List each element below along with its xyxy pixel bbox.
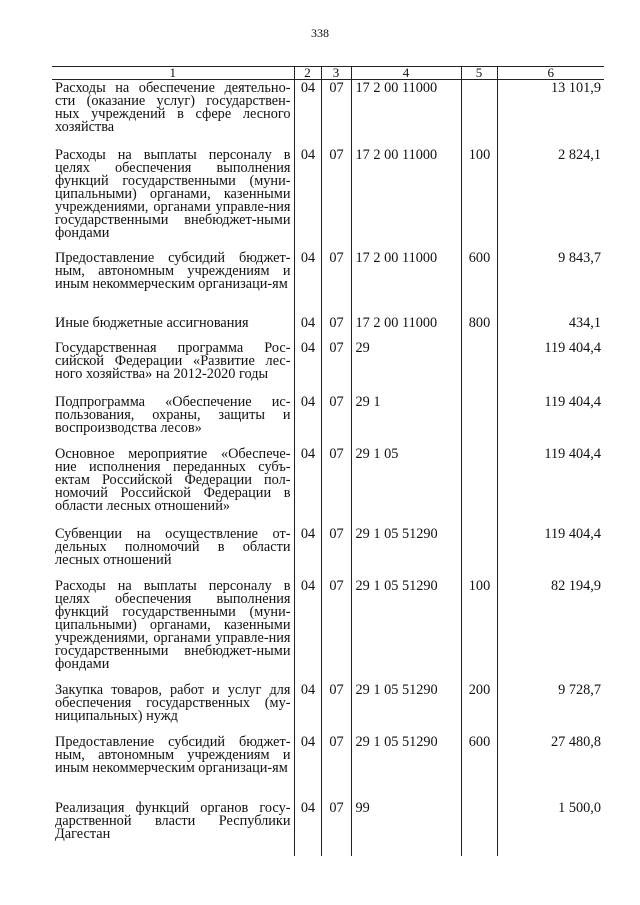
row-subsection: 07	[321, 250, 351, 315]
row-section: 04	[294, 800, 321, 856]
table-row	[52, 682, 604, 734]
table-row	[52, 734, 604, 800]
row-amount: 1 500,0	[497, 800, 604, 856]
row-subsection: 07	[321, 446, 351, 526]
row-code: 29 1 05 51290	[351, 734, 461, 800]
row-name: Иные бюджетные ассигнования	[55, 314, 249, 331]
row-subsection: 07	[321, 682, 351, 734]
row-type	[461, 800, 497, 856]
table-row	[52, 526, 604, 578]
row-type	[461, 340, 497, 394]
row-amount: 82 194,9	[497, 578, 604, 682]
row-name: Расходы на выплаты персоналу в целях обеспечения выполнения функций государственными (муни-ципальными) органами, казенными учреждениями, органами управле-ния государственными внебюджет-ными фондами	[55, 146, 291, 241]
table-row	[52, 446, 604, 526]
row-type: 100	[461, 578, 497, 682]
row-subsection: 07	[321, 526, 351, 578]
row-name: Расходы на выплаты персоналу в целях обеспечения выполнения функций государственными (муни-ципальными) органами, казенными учреждениями, органами управле-ния государственными внебюджет-ными фондами	[55, 577, 291, 672]
row-section: 04	[294, 80, 321, 147]
header-row	[52, 67, 604, 80]
row-amount: 27 480,8	[497, 734, 604, 800]
row-code: 17 2 00 11000	[351, 250, 461, 315]
row-subsection: 07	[321, 578, 351, 682]
row-subsection: 07	[321, 394, 351, 446]
row-code: 29	[351, 340, 461, 394]
row-name: Реализация функций органов госу-дарственной власти Республики Дагестан	[55, 799, 291, 842]
table-row	[52, 800, 604, 856]
row-name: Государственная программа Рос-сийской Федерации «Развитие лес-ного хозяйства» на 2012-2020 годы	[55, 339, 291, 382]
row-type	[461, 80, 497, 147]
row-amount: 9 728,7	[497, 682, 604, 734]
row-amount: 2 824,1	[497, 147, 604, 250]
row-section: 04	[294, 340, 321, 394]
row-name: Субвенции на осуществление от-дельных полномочий в области лесных отношений	[55, 525, 291, 568]
row-section: 04	[294, 734, 321, 800]
row-amount: 13 101,9	[497, 80, 604, 147]
row-name: Предоставление субсидий бюджет-ным, автономным учреждениям и иным некоммерческим организаци-ям	[55, 733, 291, 776]
row-section: 04	[294, 250, 321, 315]
row-name: Подпрограмма «Обеспечение ис-пользования, охраны, защиты и воспроизводства лесов»	[55, 393, 291, 436]
row-code: 99	[351, 800, 461, 856]
row-subsection: 07	[321, 80, 351, 147]
row-amount: 119 404,4	[497, 526, 604, 578]
row-code: 17 2 00 11000	[351, 147, 461, 250]
table-row	[52, 147, 604, 250]
row-type: 100	[461, 147, 497, 250]
row-code: 29 1 05 51290	[351, 526, 461, 578]
table-row	[52, 250, 604, 315]
row-subsection: 07	[321, 147, 351, 250]
row-code: 29 1 05 51290	[351, 682, 461, 734]
column-header: 3	[321, 67, 351, 80]
row-code: 29 1 05	[351, 446, 461, 526]
row-name: Закупка товаров, работ и услуг для обеспечения государственных (му-ниципальных) нужд	[55, 681, 291, 724]
row-section: 04	[294, 578, 321, 682]
page-number: 338	[311, 26, 329, 40]
row-code: 17 2 00 11000	[351, 315, 461, 340]
row-section: 04	[294, 526, 321, 578]
row-type: 200	[461, 682, 497, 734]
row-name: Предоставление субсидий бюджет-ным, автономным учреждениям и иным некоммерческим организаци-ям	[55, 249, 291, 292]
row-name: Основное мероприятие «Обеспече-ние исполнения переданных субъ-ектам Российской Федерации пол-номочий Российской Федерации в области лесных отношений»	[55, 445, 291, 514]
row-section: 04	[294, 446, 321, 526]
row-subsection: 07	[321, 340, 351, 394]
column-header: 2	[294, 67, 321, 80]
row-subsection: 07	[321, 315, 351, 340]
row-subsection: 07	[321, 734, 351, 800]
table-row	[52, 340, 604, 394]
row-amount: 9 843,7	[497, 250, 604, 315]
row-section: 04	[294, 315, 321, 340]
column-header: 4	[351, 67, 461, 80]
row-name: Расходы на обеспечение деятельно-сти (оказание услуг) государствен-ных учреждений в сфере лесного хозяйства	[55, 80, 291, 135]
row-section: 04	[294, 394, 321, 446]
table-row	[52, 315, 604, 340]
row-section: 04	[294, 682, 321, 734]
row-type: 600	[461, 250, 497, 315]
table-row	[52, 80, 604, 147]
column-header: 5	[461, 67, 497, 80]
row-subsection: 07	[321, 800, 351, 856]
row-code: 29 1	[351, 394, 461, 446]
row-type	[461, 394, 497, 446]
row-amount: 434,1	[497, 315, 604, 340]
row-type	[461, 526, 497, 578]
row-code: 29 1 05 51290	[351, 578, 461, 682]
row-section: 04	[294, 147, 321, 250]
row-code: 17 2 00 11000	[351, 80, 461, 147]
row-amount: 119 404,4	[497, 394, 604, 446]
table-row	[52, 394, 604, 446]
row-type	[461, 446, 497, 526]
row-amount: 119 404,4	[497, 446, 604, 526]
column-header: 1	[52, 67, 294, 80]
row-type: 600	[461, 734, 497, 800]
budget-table	[52, 66, 604, 856]
row-type: 800	[461, 315, 497, 340]
row-amount: 119 404,4	[497, 340, 604, 394]
table-row	[52, 578, 604, 682]
column-header: 6	[497, 67, 604, 80]
